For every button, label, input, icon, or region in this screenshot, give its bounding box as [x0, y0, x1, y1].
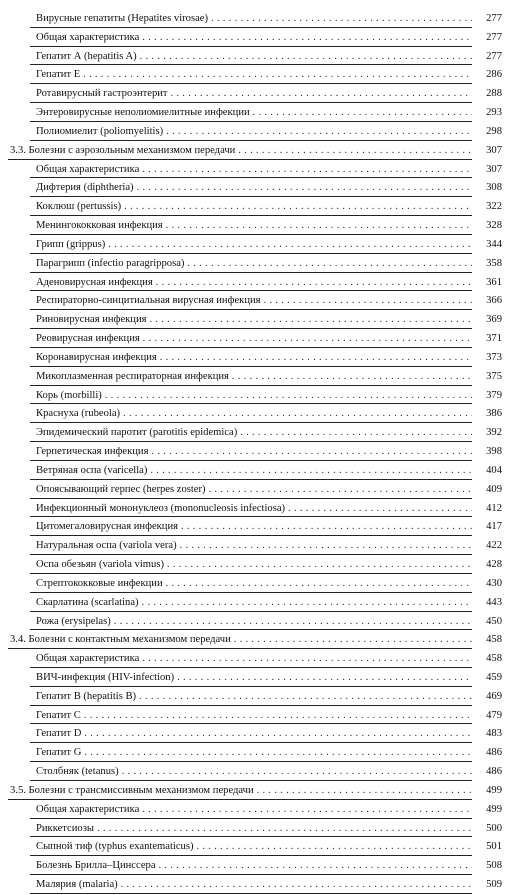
row-underline: [30, 441, 472, 442]
toc-entry-row: [0, 292, 516, 311]
entry-title: Гепатит G . . .: [36, 746, 472, 759]
toc-entry-row: [0, 876, 516, 895]
row-underline: [30, 385, 472, 386]
row-underline: [30, 253, 472, 254]
page-number: 328: [486, 220, 502, 232]
row-underline: [30, 215, 472, 216]
row-underline: [30, 554, 472, 555]
page-number: 293: [486, 107, 502, 119]
page-number: 392: [486, 427, 502, 439]
entry-title: Риккетсиозы . . .: [36, 822, 472, 835]
row-underline: [30, 422, 472, 423]
page-number: 344: [486, 238, 502, 250]
toc-entry-row: [0, 217, 516, 236]
section-title: 3.5. Болезни с трансмиссивным механизмом передачи . . .: [10, 784, 472, 797]
row-underline: [30, 592, 472, 593]
toc-entry-row: [0, 405, 516, 424]
entry-title: Общая характеристика . . .: [36, 31, 472, 44]
toc-entry-row: [0, 123, 516, 142]
entry-title: Общая характеристика . . .: [36, 803, 472, 816]
page-number: 298: [486, 125, 502, 137]
toc-entry-row: [0, 594, 516, 613]
toc-entry-row: [0, 556, 516, 575]
row-underline: [30, 836, 472, 837]
entry-title: Краснуха (rubeola) . . .: [36, 407, 472, 420]
page-number: 486: [486, 766, 502, 778]
page-number: 430: [486, 577, 502, 589]
entry-title: Стрептококковые инфекции . . .: [36, 577, 472, 590]
toc-entry-row: [0, 518, 516, 537]
entry-title: Респираторно-синцитиальная вирусная инфекция . . .: [36, 294, 472, 307]
toc-entry-row: [0, 650, 516, 669]
row-underline: [30, 366, 472, 367]
row-underline: [30, 64, 472, 65]
row-underline: [30, 121, 472, 122]
table-of-contents: [0, 10, 516, 895]
entry-title: Риновирусная инфекция . . .: [36, 313, 472, 326]
page-number: 458: [486, 653, 502, 665]
page-number: 366: [486, 295, 502, 307]
page-number: 288: [486, 88, 502, 100]
page-number: 277: [486, 31, 502, 43]
page-number: 322: [486, 201, 502, 213]
toc-entry-row: [0, 838, 516, 857]
toc-entry-row: [0, 688, 516, 707]
row-underline: [30, 723, 472, 724]
entry-title: Микоплазменная респираторная инфекция . . .: [36, 370, 472, 383]
page-number: 398: [486, 446, 502, 458]
page-number: 307: [486, 144, 502, 156]
entry-title: Скарлатина (scarlatina) . . .: [36, 596, 472, 609]
row-underline: [30, 27, 472, 28]
row-underline: [30, 290, 472, 291]
row-underline: [30, 686, 472, 687]
toc-entry-row: [0, 368, 516, 387]
row-underline: [30, 498, 472, 499]
entry-title: Вирусные гепатиты (Hepatites virosae) . . .: [36, 12, 472, 25]
row-underline: [30, 893, 472, 894]
entry-title: Энтеровирусные неполиомиелитные инфекции . . .: [36, 106, 472, 119]
toc-entry-row: [0, 161, 516, 180]
page-number: 422: [486, 540, 502, 552]
row-underline: [30, 611, 472, 612]
toc-entry-row: [0, 500, 516, 519]
entry-title: Ротавирусный гастроэнтерит . . .: [36, 87, 472, 100]
toc-entry-row: [0, 763, 516, 782]
page-number: 499: [486, 803, 502, 815]
row-underline: [30, 309, 472, 310]
row-underline: [30, 761, 472, 762]
toc-entry-row: [0, 669, 516, 688]
toc-entry-row: [0, 820, 516, 839]
entry-title: Эпидемический паротит (parotitis epidemica) . . .: [36, 426, 472, 439]
row-underline: [30, 705, 472, 706]
entry-title: Аденовирусная инфекция . . .: [36, 276, 472, 289]
entry-title: Реовирусная инфекция . . .: [36, 332, 472, 345]
row-underline: [30, 742, 472, 743]
toc-entry-row: [0, 801, 516, 820]
toc-entry-row: [0, 85, 516, 104]
row-underline: [30, 234, 472, 235]
toc-entry-row: [0, 179, 516, 198]
page-number: 443: [486, 596, 502, 608]
page-number: 409: [486, 483, 502, 495]
entry-title: Рожа (erysipelas) . . .: [36, 615, 472, 628]
page-number: 277: [486, 13, 502, 24]
row-underline: [30, 46, 472, 47]
page-number: 508: [486, 860, 502, 872]
page-number: 500: [486, 822, 502, 834]
toc-entry-row: [0, 481, 516, 500]
entry-title: Герпетическая инфекция . . .: [36, 445, 472, 458]
row-underline: [30, 535, 472, 536]
toc-entry-row: [0, 274, 516, 293]
toc-entry-row: [0, 198, 516, 217]
page-number: 358: [486, 257, 502, 269]
toc-entry-row: [0, 255, 516, 274]
row-underline: [30, 177, 472, 178]
page-number: 428: [486, 559, 502, 571]
entry-title: Менингококковая инфекция . . .: [36, 219, 472, 232]
toc-entry-row: [0, 29, 516, 48]
toc-section-row: [0, 631, 516, 650]
row-underline: [30, 328, 472, 329]
toc-section-row: [0, 782, 516, 801]
page-number: 450: [486, 615, 502, 627]
page-number: 371: [486, 333, 502, 345]
page-number: 373: [486, 351, 502, 363]
toc-entry-row: [0, 575, 516, 594]
row-underline: [30, 460, 472, 461]
toc-entry-row: [0, 104, 516, 123]
row-underline: [30, 516, 472, 517]
entry-title: Грипп (grippus) . . .: [36, 238, 472, 251]
entry-title: Гепатит Е . . .: [36, 68, 472, 81]
page-number: 417: [486, 521, 502, 533]
row-underline: [30, 272, 472, 273]
page-number: 379: [486, 389, 502, 401]
page-number: 469: [486, 690, 502, 702]
toc-entry-row: [0, 236, 516, 255]
entry-title: Коронавирусная инфекция . . .: [36, 351, 472, 364]
toc-entry-row: [0, 857, 516, 876]
row-underline: [30, 573, 472, 574]
page-number: 386: [486, 408, 502, 420]
row-underline: [8, 159, 472, 160]
page-number: 509: [486, 879, 502, 891]
page-number: 499: [486, 784, 502, 796]
toc-section-row: [0, 142, 516, 161]
entry-title: Корь (morbilli) . . .: [36, 389, 472, 402]
page-number: 369: [486, 314, 502, 326]
entry-title: Столбняк (tetanus) . . .: [36, 765, 472, 778]
entry-title: Коклюш (pertussis) . . .: [36, 200, 472, 213]
row-underline: [30, 855, 472, 856]
entry-title: Опоясывающий герпес (herpes zoster) . . .: [36, 483, 472, 496]
page-number: 479: [486, 709, 502, 721]
page-number: 361: [486, 276, 502, 288]
page-number: 501: [486, 841, 502, 853]
page-number: 486: [486, 747, 502, 759]
page-number: 459: [486, 671, 502, 683]
entry-title: Инфекционный мононуклеоз (mononucleosis infectiosa) . . .: [36, 502, 472, 515]
row-underline: [30, 874, 472, 875]
toc-entry-row: [0, 311, 516, 330]
toc-entry-row: [0, 10, 516, 29]
toc-entry-row: [0, 744, 516, 763]
toc-entry-row: [0, 725, 516, 744]
toc-entry-row: [0, 613, 516, 632]
row-underline: [30, 83, 472, 84]
entry-title: Гепатит D . . .: [36, 727, 472, 740]
toc-entry-row: [0, 387, 516, 406]
page-number: 286: [486, 69, 502, 81]
page-number: 375: [486, 370, 502, 382]
entry-title: Натуральная оспа (variola vera) . . .: [36, 539, 472, 552]
row-underline: [30, 818, 472, 819]
row-underline: [30, 629, 472, 630]
row-underline: [30, 403, 472, 404]
page-number: 277: [486, 50, 502, 62]
row-underline: [30, 479, 472, 480]
entry-title: Малярия (malaria) . . .: [36, 878, 472, 891]
toc-entry-row: [0, 66, 516, 85]
page-number: 308: [486, 182, 502, 194]
toc-entry-row: [0, 424, 516, 443]
toc-entry-row: [0, 443, 516, 462]
row-underline: [8, 648, 472, 649]
toc-entry-row: [0, 462, 516, 481]
toc-entry-row: [0, 707, 516, 726]
entry-title: Гепатит В (hepatitis В) . . .: [36, 690, 472, 703]
entry-title: Сыпной тиф (typhus exantematicus) . . .: [36, 840, 472, 853]
page-number: 483: [486, 728, 502, 740]
page-number: 412: [486, 502, 502, 514]
entry-title: Парагрипп (infectio paragripposa) . . .: [36, 257, 472, 270]
page-number: 458: [486, 634, 502, 646]
page-number: 307: [486, 163, 502, 175]
toc-entry-row: [0, 48, 516, 67]
row-underline: [30, 140, 472, 141]
entry-title: Гепатит А (hepatitis A) . . .: [36, 50, 472, 63]
entry-title: Гепатит С . . .: [36, 709, 472, 722]
toc-entry-row: [0, 537, 516, 556]
row-underline: [30, 102, 472, 103]
entry-title: Общая характеристика . . .: [36, 652, 472, 665]
entry-title: Болезнь Брилла–Цинссера . . .: [36, 859, 472, 872]
row-underline: [30, 347, 472, 348]
row-underline: [30, 196, 472, 197]
entry-title: Цитомегаловирусная инфекция . . .: [36, 520, 472, 533]
row-underline: [30, 780, 472, 781]
section-title: 3.4. Болезни с контактным механизмом передачи . . .: [10, 633, 472, 646]
entry-title: Оспа обезьян (variola vimus) . . .: [36, 558, 472, 571]
entry-title: Дифтерия (diphtheria) . . .: [36, 181, 472, 194]
entry-title: Полиомиелит (poliomyelitis) . . .: [36, 125, 472, 138]
entry-title: ВИЧ-инфекция (HIV-infection) . . .: [36, 671, 472, 684]
page-number: 404: [486, 464, 502, 476]
toc-entry-row: [0, 349, 516, 368]
toc-entry-row: [0, 330, 516, 349]
section-title: 3.3. Болезни с аэрозольным механизмом передачи . . .: [10, 144, 472, 157]
row-underline: [30, 667, 472, 668]
entry-title: Ветряная оспа (varicella) . . .: [36, 464, 472, 477]
entry-title: Общая характеристика . . .: [36, 163, 472, 176]
